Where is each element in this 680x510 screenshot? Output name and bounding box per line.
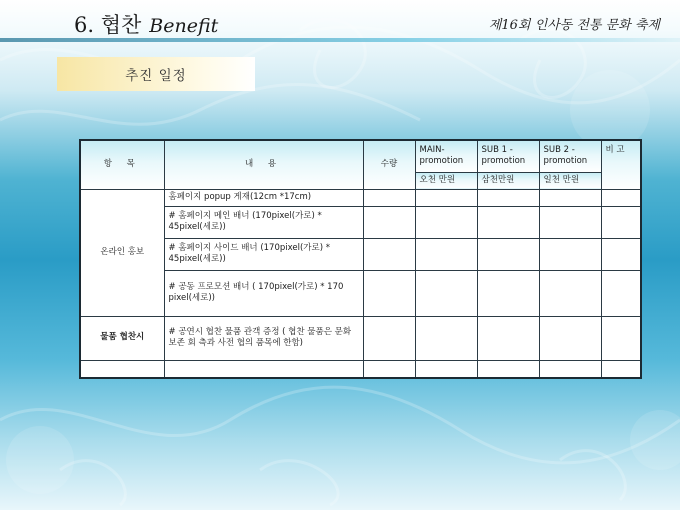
- header-content: 내 용: [164, 140, 363, 189]
- category-goods: 물품 협찬시: [80, 316, 164, 360]
- header-sub2-promotion: SUB 2 - promotion: [539, 140, 601, 172]
- price-sub1: 삼천만원: [477, 172, 539, 189]
- page-title: [74, 9, 218, 39]
- section-tag: [57, 57, 255, 91]
- online-item-2: # 홈페이지 메인 배너 (170pixel(가로) * 45pixel(세로)): [164, 206, 363, 238]
- online-item-3: # 홈페이지 사이드 배너 (170pixel(가로) * 45pixel(세로)): [164, 238, 363, 270]
- price-sub2: 일천 만원: [539, 172, 601, 189]
- section-tag-label: 추진 일정: [125, 68, 187, 84]
- online-item-1: 홈페이지 popup 게재(12cm *17cm): [164, 189, 363, 206]
- festival-name: 제16회 인사동 전통 문화 축제: [488, 18, 660, 33]
- header-sub1-promotion: SUB 1 - promotion: [477, 140, 539, 172]
- goods-content: # 공연시 협찬 물품 관객 증정 ( 협찬 물품은 문화 보존 회 측과 사전 협의 품목에 한함): [164, 316, 363, 360]
- sponsorship-table: [79, 139, 642, 379]
- category-online: 온라인 홍보: [80, 189, 164, 316]
- header-quantity: 수량: [363, 140, 415, 189]
- header-item: 항 목: [80, 140, 164, 189]
- price-main: 오천 만원: [415, 172, 477, 189]
- title-english: Benefit: [149, 15, 219, 37]
- header-remarks: 비 고: [601, 140, 641, 189]
- title-number: 6. 협찬: [74, 13, 142, 37]
- header-main-promotion: MAIN-promotion: [415, 140, 477, 172]
- online-item-4: # 공동 프로모션 배너 ( 170pixel(가로) * 170 pixel(세로)): [164, 270, 363, 316]
